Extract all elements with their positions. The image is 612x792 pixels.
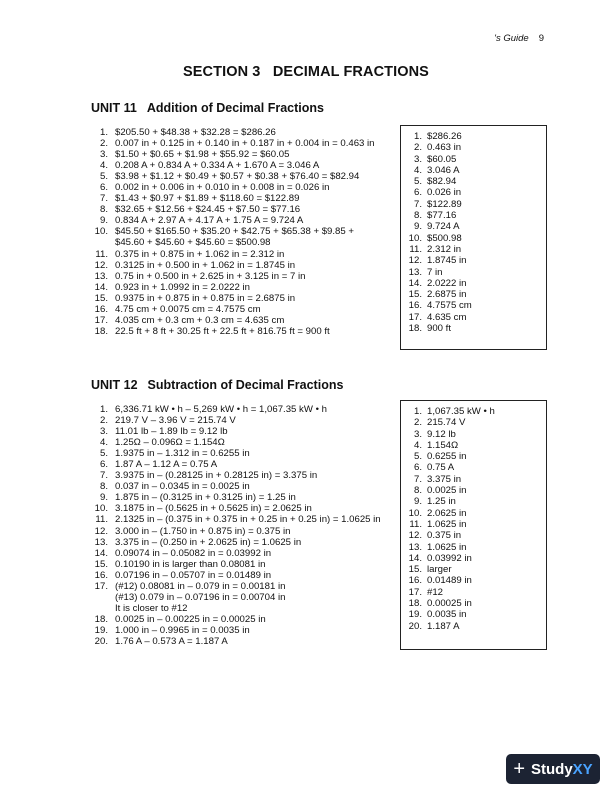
answer-item bbox=[406, 542, 546, 553]
answer-text: 7 in bbox=[427, 266, 443, 278]
answer-number: 2. bbox=[413, 142, 422, 154]
problem-number: 6. bbox=[99, 459, 108, 471]
answer-item bbox=[406, 440, 546, 451]
problem-line: 0.002 in + 0.006 in + 0.010 in + 0.008 in = 0.026 in bbox=[115, 182, 330, 194]
problem-item bbox=[91, 315, 375, 326]
unit-12-answer-box bbox=[400, 400, 547, 650]
answer-text: #12 bbox=[427, 586, 444, 598]
problem-item bbox=[91, 160, 375, 171]
answer-text: 1,067.35 kW • h bbox=[427, 406, 495, 417]
answer-item bbox=[406, 289, 546, 300]
answer-number: 2. bbox=[413, 417, 422, 429]
answer-item bbox=[406, 462, 546, 473]
page-number: 9 bbox=[538, 33, 544, 44]
answer-number: 12. bbox=[408, 530, 422, 542]
problem-item bbox=[91, 282, 375, 293]
answer-number: 5. bbox=[413, 176, 422, 188]
answer-text: 9.724 A bbox=[427, 221, 460, 233]
problem-number: 13. bbox=[94, 536, 108, 548]
problem-item bbox=[91, 481, 381, 492]
problem-line: 0.208 A + 0.834 A + 0.334 A + 1.670 A = 3.046 A bbox=[115, 160, 320, 172]
answer-text: 3.375 in bbox=[427, 473, 462, 485]
brand-name: Study bbox=[531, 760, 573, 778]
answer-item bbox=[406, 210, 546, 221]
answer-item bbox=[406, 609, 546, 620]
answer-number: 1. bbox=[413, 131, 422, 142]
answer-number: 3. bbox=[413, 428, 422, 440]
problem-number: 11. bbox=[95, 514, 108, 526]
answer-item bbox=[406, 429, 546, 440]
unit-11-answer-box bbox=[400, 125, 547, 350]
section-title bbox=[0, 64, 612, 80]
answer-number: 9. bbox=[413, 221, 422, 233]
answer-item bbox=[406, 244, 546, 255]
answer-number: 19. bbox=[408, 609, 422, 621]
problem-line: $1.50 + $0.65 + $1.98 + $55.92 = $60.05 bbox=[115, 149, 290, 161]
answer-list bbox=[406, 406, 546, 632]
answer-number: 17. bbox=[408, 586, 422, 598]
problem-line: 0.07196 in – 0.05707 in = 0.01489 in bbox=[115, 569, 272, 581]
answer-number: 15. bbox=[408, 289, 422, 301]
answer-item bbox=[406, 451, 546, 462]
problem-line: $1.43 + $0.97 + $1.89 + $118.60 = $122.89 bbox=[115, 193, 300, 205]
problem-line: $45.60 + $45.60 + $45.60 = $500.98 bbox=[115, 237, 271, 249]
answer-item bbox=[406, 131, 546, 142]
problem-item bbox=[91, 404, 381, 415]
answer-item bbox=[406, 312, 546, 323]
answer-item bbox=[406, 199, 546, 210]
problem-item bbox=[91, 548, 381, 559]
answer-text: 9.12 lb bbox=[427, 428, 456, 440]
answer-number: 11. bbox=[409, 243, 422, 255]
problem-number: 20. bbox=[94, 635, 108, 647]
problem-line: 11.01 lb – 1.89 lb = 9.12 lb bbox=[115, 426, 228, 438]
problem-line: 0.3125 in + 0.500 in + 1.062 in = 1.8745 in bbox=[115, 259, 296, 271]
running-header-title: 's Guide bbox=[494, 33, 529, 44]
problem-line: 2.1325 in – (0.375 in + 0.375 in + 0.25 in + 0.25 in) = 1.0625 in bbox=[115, 514, 381, 526]
problem-line: 0.10190 in is larger than 0.08081 in bbox=[115, 558, 266, 570]
answer-text: 0.0025 in bbox=[427, 485, 467, 497]
answer-number: 1. bbox=[413, 406, 422, 417]
answer-text: $82.94 bbox=[427, 176, 457, 188]
answer-text: 2.6875 in bbox=[427, 289, 467, 301]
answer-number: 4. bbox=[413, 164, 422, 176]
problem-line: 22.5 ft + 8 ft + 30.25 ft + 22.5 ft + 816.75 ft = 900 ft bbox=[115, 325, 330, 337]
problem-item bbox=[91, 459, 381, 470]
problem-line: $32.65 + $12.56 + $24.45 + $7.50 = $77.16 bbox=[115, 204, 301, 216]
answer-number: 16. bbox=[408, 300, 422, 312]
section-name: DECIMAL FRACTIONS bbox=[272, 64, 429, 80]
problem-line: 0.007 in + 0.125 in + 0.140 in + 0.187 in + 0.004 in = 0.463 in bbox=[115, 138, 375, 150]
answer-item bbox=[406, 485, 546, 496]
problem-item bbox=[91, 581, 381, 614]
problem-number: 7. bbox=[99, 470, 108, 482]
problem-number: 16. bbox=[94, 303, 108, 315]
problem-item bbox=[91, 271, 375, 282]
answer-text: 2.0625 in bbox=[427, 507, 467, 519]
problem-item bbox=[91, 249, 375, 260]
problem-item bbox=[91, 138, 375, 149]
answer-text: 1.187 A bbox=[427, 620, 460, 632]
answer-item bbox=[406, 165, 546, 176]
answer-item bbox=[406, 278, 546, 289]
problem-item bbox=[91, 293, 375, 304]
answer-text: 1.0625 in bbox=[427, 541, 467, 553]
unit-12-problem-list bbox=[91, 404, 381, 647]
problem-line: 0.75 in + 0.500 in + 2.625 in + 3.125 in = 7 in bbox=[115, 270, 306, 282]
answer-item bbox=[406, 496, 546, 507]
answer-item bbox=[406, 142, 546, 153]
problem-number: 9. bbox=[99, 215, 108, 227]
problem-line: 1.25Ω – 0.096Ω = 1.154Ω bbox=[115, 437, 225, 449]
problem-item bbox=[91, 492, 381, 503]
problem-number: 6. bbox=[99, 182, 108, 194]
problem-item bbox=[91, 570, 381, 581]
problem-number: 17. bbox=[94, 580, 108, 592]
answer-text: 1.154Ω bbox=[427, 439, 459, 451]
problem-number: 18. bbox=[94, 325, 108, 337]
problem-item bbox=[91, 182, 375, 193]
answer-number: 17. bbox=[408, 311, 422, 323]
problem-number: 8. bbox=[99, 204, 108, 216]
answer-text: 0.375 in bbox=[427, 530, 462, 542]
answer-text: 2.312 in bbox=[427, 243, 462, 255]
problem-number: 5. bbox=[99, 171, 108, 183]
answer-item bbox=[406, 154, 546, 165]
problem-item bbox=[91, 215, 375, 226]
problem-item bbox=[91, 636, 381, 647]
problem-number: 2. bbox=[99, 415, 108, 427]
answer-text: $60.05 bbox=[427, 153, 457, 165]
studyxy-badge[interactable] bbox=[506, 754, 600, 784]
problem-number: 2. bbox=[99, 138, 108, 150]
answer-item bbox=[406, 406, 546, 417]
answer-item bbox=[406, 474, 546, 485]
answer-text: $500.98 bbox=[427, 232, 462, 244]
brand-suffix: XY bbox=[572, 760, 593, 778]
problem-line: 3.375 in – (0.250 in + 2.0625 in) = 1.0625 in bbox=[115, 536, 302, 548]
answer-text: 900 ft bbox=[427, 323, 452, 335]
answer-text: $286.26 bbox=[427, 131, 462, 142]
problem-line: $45.50 + $165.50 + $35.20 + $42.75 + $65.38 + $9.85 + bbox=[115, 226, 354, 238]
problem-item bbox=[91, 326, 375, 337]
unit-title: Subtraction of Decimal Fractions bbox=[147, 378, 344, 392]
answer-number: 18. bbox=[408, 323, 422, 335]
problem-number: 7. bbox=[99, 193, 108, 205]
problem-item bbox=[91, 625, 381, 636]
answer-number: 12. bbox=[408, 255, 422, 267]
problem-item bbox=[91, 503, 381, 514]
problem-item bbox=[91, 226, 375, 248]
answer-text: 0.01489 in bbox=[427, 575, 472, 587]
problem-number: 1. bbox=[99, 127, 108, 138]
problem-line: (#13) 0.079 in – 0.07196 in = 0.00704 in bbox=[115, 591, 286, 603]
answer-number: 11. bbox=[409, 518, 422, 530]
answer-number: 16. bbox=[408, 575, 422, 587]
answer-item bbox=[406, 519, 546, 530]
problem-item bbox=[91, 127, 375, 138]
answer-text: 0.00025 in bbox=[427, 598, 472, 610]
problem-number: 3. bbox=[99, 426, 108, 438]
answer-text: 0.03992 in bbox=[427, 552, 472, 564]
answer-text: larger bbox=[427, 564, 452, 576]
answer-number: 8. bbox=[413, 210, 422, 222]
problem-line: 1.76 A – 0.573 A = 1.187 A bbox=[115, 635, 228, 647]
problem-number: 12. bbox=[94, 525, 108, 537]
problem-number: 10. bbox=[94, 226, 108, 238]
problem-item bbox=[91, 204, 375, 215]
problem-number: 5. bbox=[99, 448, 108, 460]
problem-number: 19. bbox=[94, 624, 108, 636]
answer-number: 10. bbox=[408, 507, 422, 519]
answer-text: 0.463 in bbox=[427, 142, 462, 154]
problem-number: 15. bbox=[94, 292, 108, 304]
answer-item bbox=[406, 323, 546, 334]
answer-item bbox=[406, 255, 546, 266]
running-header bbox=[494, 33, 544, 44]
problem-number: 4. bbox=[99, 437, 108, 449]
problem-number: 4. bbox=[99, 160, 108, 172]
unit-number: UNIT 11 bbox=[91, 101, 137, 115]
answer-item bbox=[406, 417, 546, 428]
answer-item bbox=[406, 187, 546, 198]
problem-line: 0.09074 in – 0.05082 in = 0.03992 in bbox=[115, 547, 272, 559]
problem-line: 0.834 A + 2.97 A + 4.17 A + 1.75 A = 9.724 A bbox=[115, 215, 304, 227]
problem-item bbox=[91, 260, 375, 271]
answer-number: 7. bbox=[413, 473, 422, 485]
problem-item bbox=[91, 470, 381, 481]
problem-number: 9. bbox=[99, 492, 108, 504]
answer-item bbox=[406, 176, 546, 187]
answer-item bbox=[406, 221, 546, 232]
answer-text: $77.16 bbox=[427, 210, 457, 222]
problem-number: 3. bbox=[99, 149, 108, 161]
problem-number: 15. bbox=[94, 558, 108, 570]
answer-number: 4. bbox=[413, 439, 422, 451]
problem-item bbox=[91, 537, 381, 548]
problem-item bbox=[91, 149, 375, 160]
answer-text: 215.74 V bbox=[427, 417, 466, 429]
unit-11-heading bbox=[91, 101, 324, 115]
problem-line: 0.9375 in + 0.875 in + 0.875 in = 2.6875 in bbox=[115, 292, 296, 304]
problem-line: 4.035 cm + 0.3 cm + 0.3 cm = 4.635 cm bbox=[115, 314, 285, 326]
answer-text: 4.635 cm bbox=[427, 311, 467, 323]
unit-12-heading bbox=[91, 378, 343, 392]
answer-text: 0.026 in bbox=[427, 187, 462, 199]
answer-text: 4.7575 cm bbox=[427, 300, 472, 312]
answer-number: 13. bbox=[408, 541, 422, 553]
problem-number: 14. bbox=[94, 547, 108, 559]
answer-text: $122.89 bbox=[427, 198, 462, 210]
answer-item bbox=[406, 621, 546, 632]
answer-number: 15. bbox=[408, 564, 422, 576]
answer-list bbox=[406, 131, 546, 334]
answer-item bbox=[406, 508, 546, 519]
problem-item bbox=[91, 304, 375, 315]
problem-number: 10. bbox=[94, 503, 108, 515]
problem-line: 1.875 in – (0.3125 in + 0.3125 in) = 1.25 in bbox=[115, 492, 296, 504]
problem-line: 3.9375 in – (0.28125 in + 0.28125 in) = 3.375 in bbox=[115, 470, 318, 482]
problem-item bbox=[91, 437, 381, 448]
answer-number: 7. bbox=[413, 198, 422, 210]
problem-item bbox=[91, 614, 381, 625]
answer-item bbox=[406, 267, 546, 278]
unit-number: UNIT 12 bbox=[91, 378, 138, 392]
answer-item bbox=[406, 553, 546, 564]
answer-item bbox=[406, 530, 546, 541]
problem-number: 8. bbox=[99, 481, 108, 493]
problem-line: 1.000 in – 0.9965 in = 0.0035 in bbox=[115, 624, 250, 636]
answer-text: 0.6255 in bbox=[427, 451, 467, 463]
answer-item bbox=[406, 587, 546, 598]
answer-text: 1.25 in bbox=[427, 496, 456, 508]
problem-item bbox=[91, 171, 375, 182]
answer-number: 18. bbox=[408, 598, 422, 610]
answer-item bbox=[406, 575, 546, 586]
answer-text: 0.75 A bbox=[427, 462, 455, 474]
problem-line: 0.037 in – 0.0345 in = 0.0025 in bbox=[115, 481, 250, 493]
problem-item bbox=[91, 559, 381, 570]
answer-text: 1.8745 in bbox=[427, 255, 467, 267]
problem-line: 0.923 in + 1.0992 in = 2.0222 in bbox=[115, 281, 250, 293]
answer-item bbox=[406, 300, 546, 311]
plus-icon: + bbox=[513, 758, 525, 780]
problem-line: 3.000 in – (1.750 in + 0.875 in) = 0.375 in bbox=[115, 525, 291, 537]
problem-line: (#12) 0.08081 in – 0.079 in = 0.00181 in bbox=[115, 580, 286, 592]
problem-line: 0.375 in + 0.875 in + 1.062 in = 2.312 in bbox=[115, 248, 285, 260]
problem-line: 4.75 cm + 0.0075 cm = 4.7575 cm bbox=[115, 303, 261, 315]
problem-line: 6,336.71 kW • h – 5,269 kW • h = 1,067.35 kW • h bbox=[115, 404, 327, 415]
answer-item bbox=[406, 598, 546, 609]
problem-line: 1.87 A – 1.12 A = 0.75 A bbox=[115, 459, 218, 471]
problem-item bbox=[91, 514, 381, 525]
unit-11-problem-list bbox=[91, 127, 375, 337]
answer-text: 3.046 A bbox=[427, 164, 460, 176]
problem-line: 0.0025 in – 0.00225 in = 0.00025 in bbox=[115, 613, 266, 625]
answer-text: 2.0222 in bbox=[427, 277, 467, 289]
problem-number: 13. bbox=[94, 270, 108, 282]
problem-item bbox=[91, 448, 381, 459]
problem-number: 12. bbox=[94, 259, 108, 271]
problem-line: It is closer to #12 bbox=[115, 602, 188, 614]
problem-number: 14. bbox=[94, 281, 108, 293]
answer-text: 1.0625 in bbox=[427, 518, 467, 530]
answer-number: 20. bbox=[408, 620, 422, 632]
problem-line: $205.50 + $48.38 + $32.28 = $286.26 bbox=[115, 127, 276, 138]
problem-line: 3.1875 in – (0.5625 in + 0.5625 in) = 2.0625 in bbox=[115, 503, 312, 515]
problem-line: 1.9375 in – 1.312 in = 0.6255 in bbox=[115, 448, 250, 460]
section-number: SECTION 3 bbox=[183, 64, 261, 80]
answer-number: 6. bbox=[413, 187, 422, 199]
problem-number: 1. bbox=[99, 404, 108, 415]
problem-item bbox=[91, 193, 375, 204]
answer-text: 0.0035 in bbox=[427, 609, 467, 621]
problem-number: 18. bbox=[94, 613, 108, 625]
answer-number: 3. bbox=[413, 153, 422, 165]
problem-item bbox=[91, 526, 381, 537]
answer-item bbox=[406, 233, 546, 244]
problem-item bbox=[91, 426, 381, 437]
problem-number: 11. bbox=[95, 248, 108, 260]
problem-number: 16. bbox=[94, 569, 108, 581]
answer-number: 6. bbox=[413, 462, 422, 474]
answer-number: 5. bbox=[413, 451, 422, 463]
answer-item bbox=[406, 564, 546, 575]
answer-number: 8. bbox=[413, 485, 422, 497]
answer-number: 14. bbox=[408, 277, 422, 289]
problem-item bbox=[91, 415, 381, 426]
problem-line: $3.98 + $1.12 + $0.49 + $0.57 + $0.38 + $76.40 = $82.94 bbox=[115, 171, 360, 183]
answer-number: 9. bbox=[413, 496, 422, 508]
unit-title: Addition of Decimal Fractions bbox=[146, 101, 324, 115]
problem-line: 219.7 V – 3.96 V = 215.74 V bbox=[115, 415, 236, 427]
answer-number: 10. bbox=[408, 232, 422, 244]
answer-number: 13. bbox=[408, 266, 422, 278]
answer-number: 14. bbox=[408, 552, 422, 564]
problem-number: 17. bbox=[94, 314, 108, 326]
